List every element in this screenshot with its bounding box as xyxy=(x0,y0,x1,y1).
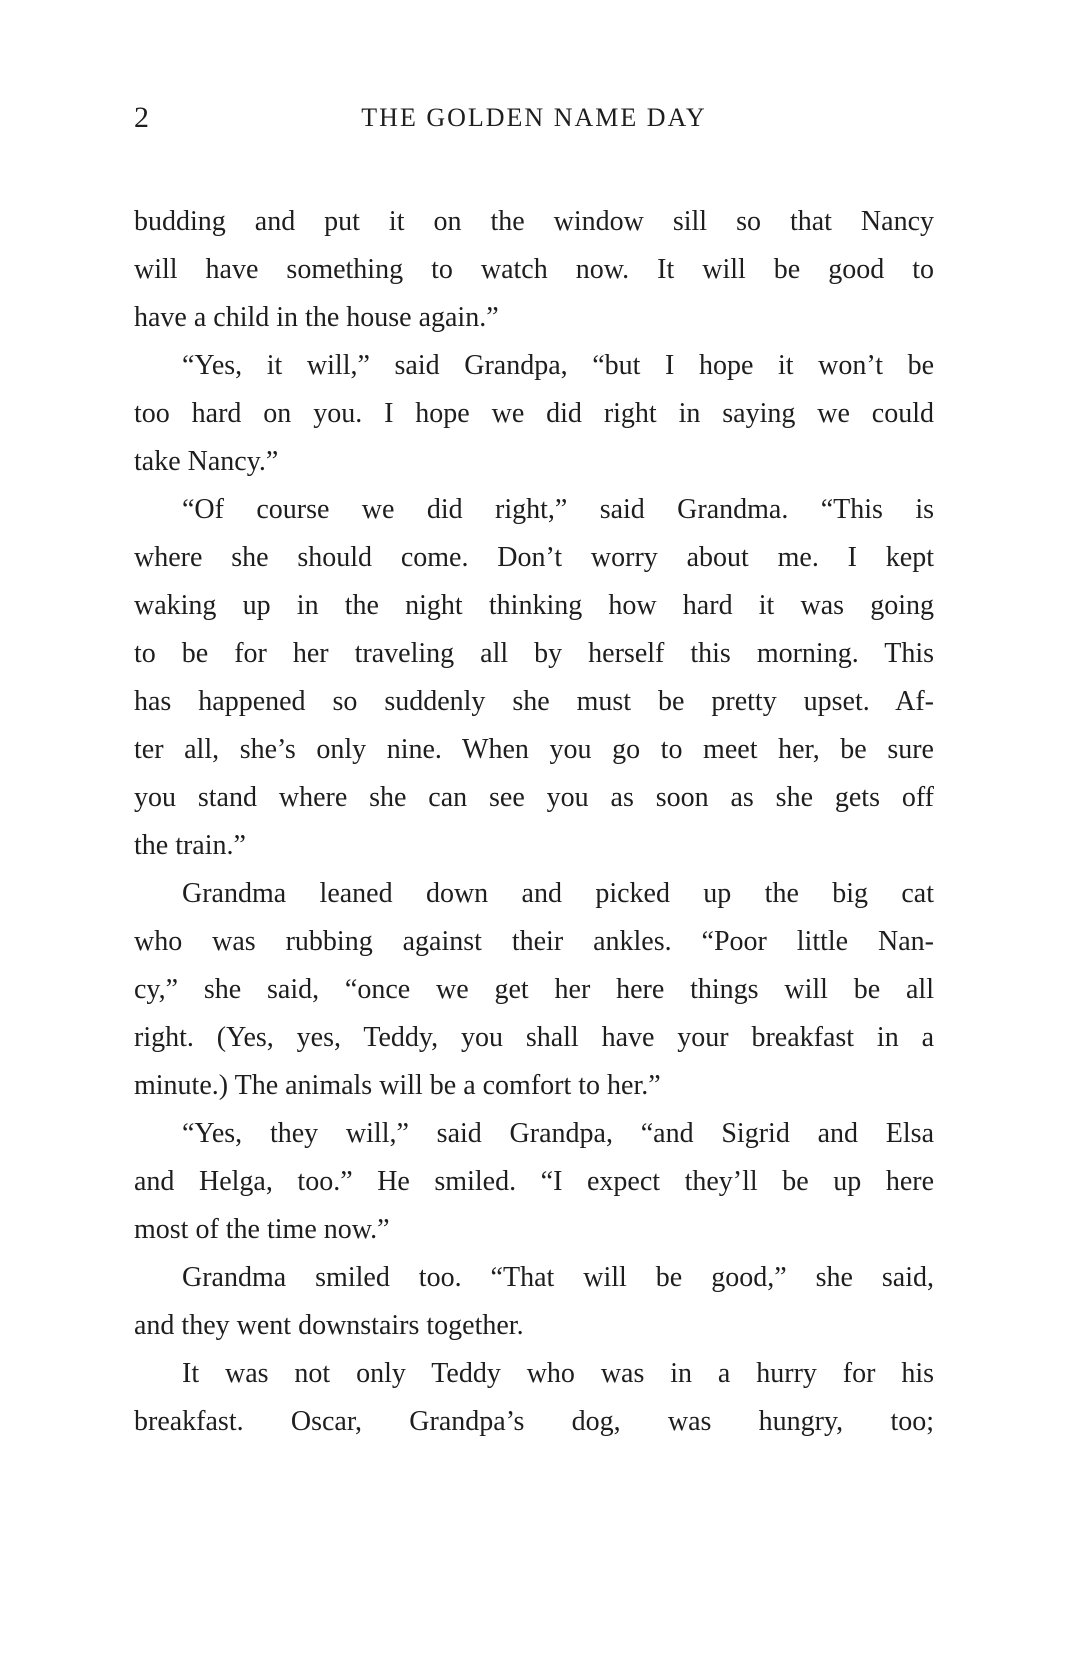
text-line: to be for her traveling all by herself this morning. This xyxy=(134,638,934,669)
text-line: “Of course we did right,” said Grandma. “This is xyxy=(182,494,934,525)
text-line: cy,” she said, “once we get her here things will be all xyxy=(134,974,934,1005)
paragraph xyxy=(134,1350,934,1446)
text-line: breakfast. Oscar, Grandpa’s dog, was hungry, too; xyxy=(134,1406,934,1437)
text-line: and Helga, too.” He smiled. “I expect they’ll be up here xyxy=(134,1166,934,1197)
text-line: who was rubbing against their ankles. “Poor little Nan- xyxy=(134,926,934,957)
running-title: THE GOLDEN NAME DAY xyxy=(361,103,707,132)
text-line: the train.” xyxy=(134,830,246,861)
text-line: minute.) The animals will be a comfort to her.” xyxy=(134,1070,661,1101)
text-line: has happened so suddenly she must be pretty upset. Af- xyxy=(134,686,934,717)
text-line: you stand where she can see you as soon as she gets off xyxy=(134,782,934,813)
text-line: “Yes, it will,” said Grandpa, “but I hope it won’t be xyxy=(182,350,934,381)
text-line: ter all, she’s only nine. When you go to meet her, be sure xyxy=(134,734,934,765)
text-line: will have something to watch now. It will be good to xyxy=(134,254,934,285)
paragraph xyxy=(134,1110,934,1254)
text-line: It was not only Teddy who was in a hurry for his xyxy=(182,1358,934,1389)
text-line: Grandma smiled too. “That will be good,” she said, xyxy=(182,1262,934,1293)
page-number: 2 xyxy=(134,101,149,134)
text-line: “Yes, they will,” said Grandpa, “and Sigrid and Elsa xyxy=(182,1118,934,1149)
text-line: Grandma leaned down and picked up the big cat xyxy=(182,878,934,909)
text-line: waking up in the night thinking how hard it was going xyxy=(134,590,934,621)
text-line: and they went downstairs together. xyxy=(134,1310,524,1341)
running-header xyxy=(134,100,934,136)
text-line: take Nancy.” xyxy=(134,446,279,477)
paragraph xyxy=(134,870,934,1110)
paragraph xyxy=(134,1254,934,1350)
text-line: right. (Yes, yes, Teddy, you shall have your breakfast in a xyxy=(134,1022,934,1053)
text-line: have a child in the house again.” xyxy=(134,302,499,333)
paragraph xyxy=(134,486,934,870)
paragraph xyxy=(134,198,934,342)
paragraph xyxy=(134,342,934,486)
text-line: most of the time now.” xyxy=(134,1214,390,1245)
text-line: too hard on you. I hope we did right in saying we could xyxy=(134,398,934,429)
text-line: where she should come. Don’t worry about me. I kept xyxy=(134,542,934,573)
body-text xyxy=(134,198,934,1446)
text-line: budding and put it on the window sill so that Nancy xyxy=(134,206,934,237)
